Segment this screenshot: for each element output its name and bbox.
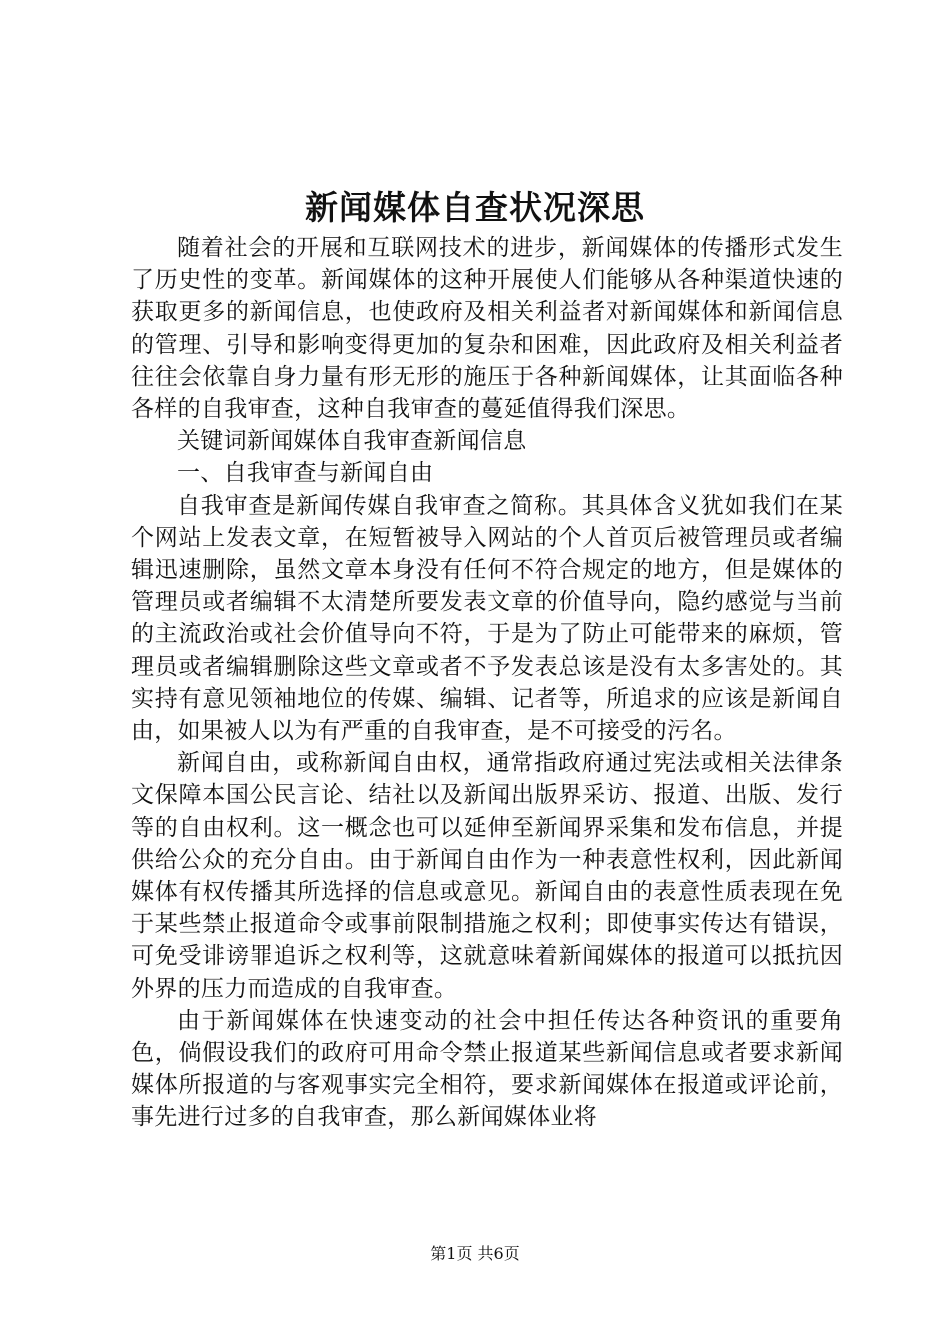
- paragraph-self-censorship: 自我审查是新闻传媒自我审查之简称。其具体含义犹如我们在某个网站上发表文章，在短暂被导入网站的个人首页后被管理员或者编辑迅速删除，虽然文章本身没有任何不符合规定的地方，但是媒体的管理员或者编辑不太清楚所要发表文章的价值导向，隐约感觉与当前的主流政治或社会价值导向不符，于是为了防止可能带来的麻烦，管理员或者编辑删除这些文章或者不予发表总该是没有太多害处的。其实持有意见领袖地位的传媒、编辑、记者等，所追求的应该是新闻自由，如果被人以为有严重的自我审查，是不可接受的污名。: [131, 492, 843, 745]
- paragraph-press-freedom: 新闻自由，或称新闻自由权，通常指政府通过宪法或相关法律条文保障本国公民言论、结社以及新闻出版界采访、报道、出版、发行等的自由权利。这一概念也可以延伸至新闻界采集和发布信息，并提供给公众的充分自由。由于新闻自由作为一种表意性权利，因此新闻媒体有权传播其所选择的信息或意见。新闻自由的表意性质表现在免于某些禁止报道命令或事前限制措施之权利；即使事实传达有错误，可免受诽谤罪追诉之权利等，这就意味着新闻媒体的报道可以抵抗因外界的压力而造成的自我审查。: [131, 750, 843, 1002]
- paragraph-keywords: 关键词新闻媒体自我审查新闻信息: [177, 428, 527, 455]
- section-heading-1: 一、自我审查与新闻自由: [177, 460, 434, 487]
- paragraph-intro: 随着社会的开展和互联网技术的进步，新闻媒体的传播形式发生了历史性的变革。新闻媒体的这种开展使人们能够从各种渠道快速的获取更多的新闻信息，也使政府及相关利益者对新闻媒体和新闻信息的管理、引导和影响变得更加的复杂和困难，因此政府及相关利益者往往会依靠自身力量有形无形的施压于各种新闻媒体，让其面临各种各样的自我审查，这种自我审查的蔓延值得我们深思。: [131, 235, 843, 423]
- page-footer: 第1页 共6页: [430, 1244, 520, 1263]
- document-title: 新闻媒体自查状况深思: [305, 188, 645, 227]
- paragraph-media-role: 由于新闻媒体在快速变动的社会中担任传达各种资讯的重要角色，倘假设我们的政府可用命令禁止报道某些新闻信息或者要求新闻媒体所报道的与客观事实完全相符，要求新闻媒体在报道或评论前，事先进行过多的自我审查，那么新闻媒体业将: [131, 1007, 843, 1131]
- document-body: [131, 232, 843, 1134]
